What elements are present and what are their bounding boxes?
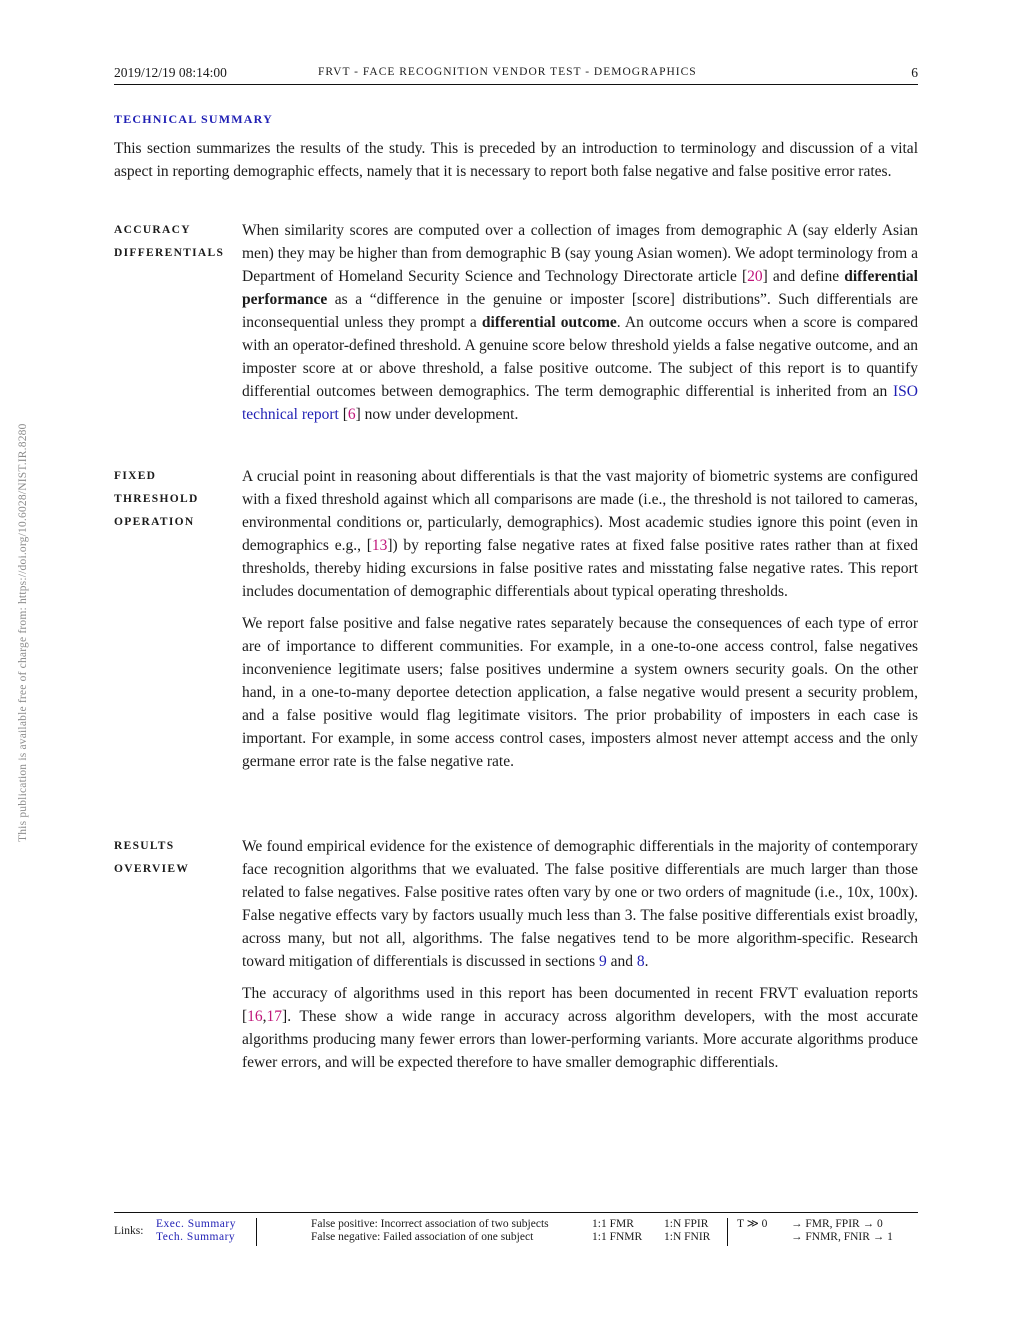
paragraph: We report false positive and false negative rates separately because the consequences of each type of error are of importance to different communities. For example, in a one-to-one access control, false negatives inconvenience legitimate users; false positives undermine a system owners security goals. On the other hand, in a one-to-many deportee detection application, a false negative would present a security problem, and a false positive would flag legitimate visitors. The prior probability of imposters in each case is important. For example, in some access control cases, imposters almost never attempt access and the only germane error rate is the false negative rate. bbox=[242, 615, 918, 770]
section-link[interactable]: 8 bbox=[636, 953, 645, 970]
fixed-threshold-section bbox=[114, 465, 918, 782]
text-run: ]) by reporting false negative rates at fixed false positive rates rather than at fixed thresholds, thereby hiding excursions in false positive rates and misstating false negative rates. This report includes documentation of demographic differentials about typical operating thresholds. bbox=[242, 537, 918, 600]
text-run: ] and define bbox=[762, 268, 845, 285]
metric-label: 1:1 FMR bbox=[592, 1218, 634, 1230]
results-overview-section bbox=[114, 835, 918, 1083]
paragraph bbox=[242, 982, 918, 1074]
citation-link[interactable]: 17 bbox=[266, 1008, 283, 1025]
margin-label-line: OPERATION bbox=[114, 516, 195, 528]
divider bbox=[727, 1218, 728, 1246]
error-definitions bbox=[311, 1218, 549, 1244]
citation-link[interactable]: 13 bbox=[371, 537, 388, 554]
threshold-effect: → FNMR, FNIR → 1 bbox=[791, 1231, 893, 1243]
margin-label-line: OVERVIEW bbox=[114, 863, 190, 875]
text-run: When similarity scores are computed over a collection of images from demographic A (say elderly Asian men) they may be higher than from demographic B (say young Asian women). We adopt terminology from a Department of Homeland Security Science and Technology Directorate article [ bbox=[242, 222, 918, 285]
margin-label-line: FIXED bbox=[114, 470, 157, 482]
threshold-effects bbox=[791, 1218, 893, 1244]
intro-paragraph: This section summarizes the results of the study. This is preceded by an introduction to terminology and discussion of a vital aspect in reporting demographic effects, namely that it is necessary to report both false negative and false positive error rates. bbox=[114, 140, 918, 180]
doi-side-note: This publication is available free of charge from: https://doi.org/10.6028/NIST.IR.8280 bbox=[17, 423, 29, 842]
page-footer bbox=[114, 1212, 918, 1249]
header-date: 2019/12/19 08:14:00 bbox=[114, 65, 227, 80]
header-title: FRVT - FACE RECOGNITION VENDOR TEST - DEMOGRAPHICS bbox=[318, 66, 697, 78]
iso-report-link[interactable]: ISO technical report bbox=[242, 383, 918, 423]
citation-link[interactable]: 16 bbox=[247, 1008, 263, 1025]
metric-label: 1:1 FNMR bbox=[592, 1231, 643, 1243]
text-run: [ bbox=[338, 406, 348, 423]
divider bbox=[256, 1218, 257, 1246]
exec-summary-link[interactable]: Exec. Summary bbox=[156, 1218, 236, 1230]
margin-label-line: RESULTS bbox=[114, 840, 175, 852]
footer-links bbox=[156, 1218, 236, 1244]
text-run: ]. These show a wide range in accuracy across algorithm developers, with the most accurate algorithms producing many fewer errors than lower-performing variants. More accurate algorithms produce fewer errors, and will be expected therefore to have smaller demographic differentials. bbox=[242, 1008, 918, 1071]
text-run: The accuracy of algorithms used in this report has been documented in recent FRVT evaluation reports [ bbox=[242, 985, 918, 1025]
section-title: TECHNICAL SUMMARY bbox=[114, 112, 273, 126]
text-run: A crucial point in reasoning about differentials is that the vast majority of biometric systems are configured with a fixed threshold against which all comparisons are made (i.e., the threshold is not tailored to cameras, environmental conditions or, particularly, demographics). Most academic studies ignore this point (even in demographics e.g., [ bbox=[242, 468, 918, 554]
paragraph bbox=[242, 835, 918, 973]
one-to-many-metrics bbox=[664, 1218, 710, 1244]
text-run: . bbox=[644, 953, 649, 970]
margin-label bbox=[114, 465, 236, 534]
accuracy-differentials-section bbox=[114, 219, 918, 435]
threshold-effect: → FMR, FPIR → 0 bbox=[791, 1218, 883, 1230]
false-positive-definition: False positive: Incorrect association of two subjects bbox=[311, 1218, 549, 1230]
text-run: We found empirical evidence for the existence of demographic differentials in the majority of contemporary face recognition algorithms that we evaluated. The false positive differentials are much larger than those related to false negatives. False positive rates often vary by one or two orders of magnitude (i.e., 10x, 100x). False negative effects vary by factors usually much less than 3. The false positive differentials exist broadly, across many, but not all, algorithms. The false negatives tend to be more algorithm-specific. Research toward mitigation of differentials is discussed in sections bbox=[242, 838, 918, 970]
margin-label-line: DIFFERENTIALS bbox=[114, 247, 225, 259]
bold-term: differential outcome bbox=[481, 314, 617, 331]
citation-link[interactable]: 20 bbox=[747, 268, 763, 285]
one-to-one-metrics bbox=[592, 1218, 642, 1244]
paragraph bbox=[242, 219, 918, 426]
bold-term: differential performance bbox=[242, 268, 918, 308]
citation-link[interactable]: 6 bbox=[347, 406, 356, 423]
metric-label: 1:N FPIR bbox=[664, 1218, 709, 1230]
text-run: and bbox=[606, 953, 637, 970]
tech-summary-link[interactable]: Tech. Summary bbox=[156, 1231, 236, 1243]
page-number: 6 bbox=[911, 65, 918, 80]
text-run: ] now under development. bbox=[355, 406, 519, 423]
text-run: , bbox=[262, 1008, 267, 1025]
margin-label bbox=[114, 219, 236, 265]
metric-label: 1:N FNIR bbox=[664, 1231, 711, 1243]
threshold-note: T ≫ 0 bbox=[737, 1218, 768, 1230]
section-link[interactable]: 9 bbox=[599, 953, 607, 970]
false-negative-definition: False negative: Failed association of one subject bbox=[311, 1231, 534, 1243]
paragraph bbox=[242, 465, 918, 603]
page-header bbox=[114, 64, 918, 85]
text-run: as a “difference in the genuine or imposter [score] distributions”. Such differentials are inconsequential unless they prompt a bbox=[242, 291, 918, 331]
margin-label-line: THRESHOLD bbox=[114, 493, 199, 505]
links-label: Links: bbox=[114, 1225, 144, 1237]
margin-label-line: ACCURACY bbox=[114, 224, 191, 236]
margin-label bbox=[114, 835, 236, 881]
text-run: . An outcome occurs when a score is compared with an operator-defined threshold. A genuine score below threshold yields a false negative outcome, and an imposter score at or above threshold, a false positive outcome. The subject of this report is to quantify differential outcomes between demographics. The term demographic differential is inherited from an bbox=[242, 314, 919, 400]
